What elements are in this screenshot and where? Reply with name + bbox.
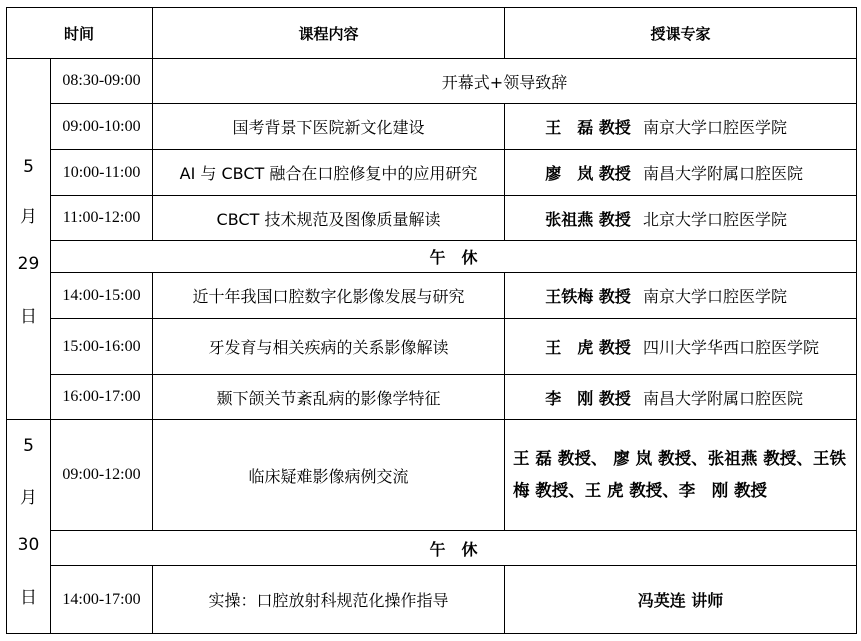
expert-cell <box>505 375 856 419</box>
expert-name: 张祖燕 教授 <box>545 209 631 229</box>
expert-cell <box>505 150 856 195</box>
expert-org: 南京大学口腔医学院 <box>643 118 788 137</box>
time-cell: 09:00-10:00 <box>62 117 141 135</box>
content-cell: 近十年我国口腔数字化影像发展与研究 <box>192 287 465 306</box>
time-cell: 09:00-12:00 <box>62 466 141 483</box>
time-cell: 15:00-16:00 <box>62 337 141 355</box>
expert-cell <box>505 319 856 374</box>
time-cell: 10:00-11:00 <box>62 163 141 181</box>
expert-name: 李 刚 教授 <box>545 388 631 408</box>
expert-org: 四川大学华西口腔医学院 <box>643 338 820 357</box>
time-cell: 14:00-15:00 <box>62 286 141 304</box>
expert-cell <box>505 104 856 149</box>
expert-name: 王铁梅 教授 <box>545 287 631 306</box>
expert-org: 北京大学口腔医学院 <box>643 209 788 229</box>
expert-org: 南昌大学附属口腔医院 <box>643 388 804 408</box>
date-char: 30 <box>17 535 40 555</box>
time-cell: 08:30-09:00 <box>62 72 141 89</box>
time-cell: 16:00-17:00 <box>62 388 141 405</box>
date-char: 月 <box>20 487 37 508</box>
content-cell: 颞下颌关节紊乱病的影像学特征 <box>216 388 441 408</box>
date-char: 5 <box>23 157 34 177</box>
expert-cell: 冯英连 讲师 <box>637 591 724 610</box>
header-time: 时间 <box>63 24 94 43</box>
content-cell: 临床疑难影像病例交流 <box>248 466 409 486</box>
header-expert: 授课专家 <box>650 24 711 43</box>
expert-cell <box>505 196 856 240</box>
date-char: 5 <box>23 436 34 456</box>
day1-date <box>7 59 50 419</box>
expert-org: 南京大学口腔医学院 <box>643 287 788 306</box>
content-cell: 国考背景下医院新文化建设 <box>232 118 425 137</box>
time-cell: 11:00-12:00 <box>62 209 141 226</box>
header-content: 课程内容 <box>298 24 359 43</box>
content-cell: 开幕式+领导致辞 <box>441 72 568 92</box>
expert-org: 南昌大学附属口腔医院 <box>643 164 804 183</box>
content-cell: 实操：口腔放射科规范化操作指导 <box>208 591 449 610</box>
expert-name: 王 虎 教授 <box>545 338 631 357</box>
expert-name: 廖 岚 教授 <box>545 164 631 183</box>
date-char: 29 <box>17 254 40 274</box>
date-char: 日 <box>20 587 37 608</box>
expert-cell <box>505 273 856 318</box>
expert-name: 王 磊 教授 <box>545 118 631 137</box>
date-char: 月 <box>20 206 37 227</box>
lunch-break: 午 休 <box>429 539 478 559</box>
content-cell: 牙发育与相关疾病的关系影像解读 <box>208 338 449 357</box>
day2-date <box>7 420 50 633</box>
content-cell: AI 与 CBCT 融合在口腔修复中的应用研究 <box>179 164 478 183</box>
date-char: 日 <box>20 306 37 327</box>
experts-cell: 王 磊 教授、 廖 岚 教授、张祖燕 教授、王铁梅 教授、王 虎 教授、李 刚 教授 <box>513 449 846 500</box>
time-cell: 14:00-17:00 <box>62 590 141 608</box>
lunch-break: 午 休 <box>429 248 478 267</box>
content-cell: CBCT 技术规范及图像质量解读 <box>216 209 441 229</box>
